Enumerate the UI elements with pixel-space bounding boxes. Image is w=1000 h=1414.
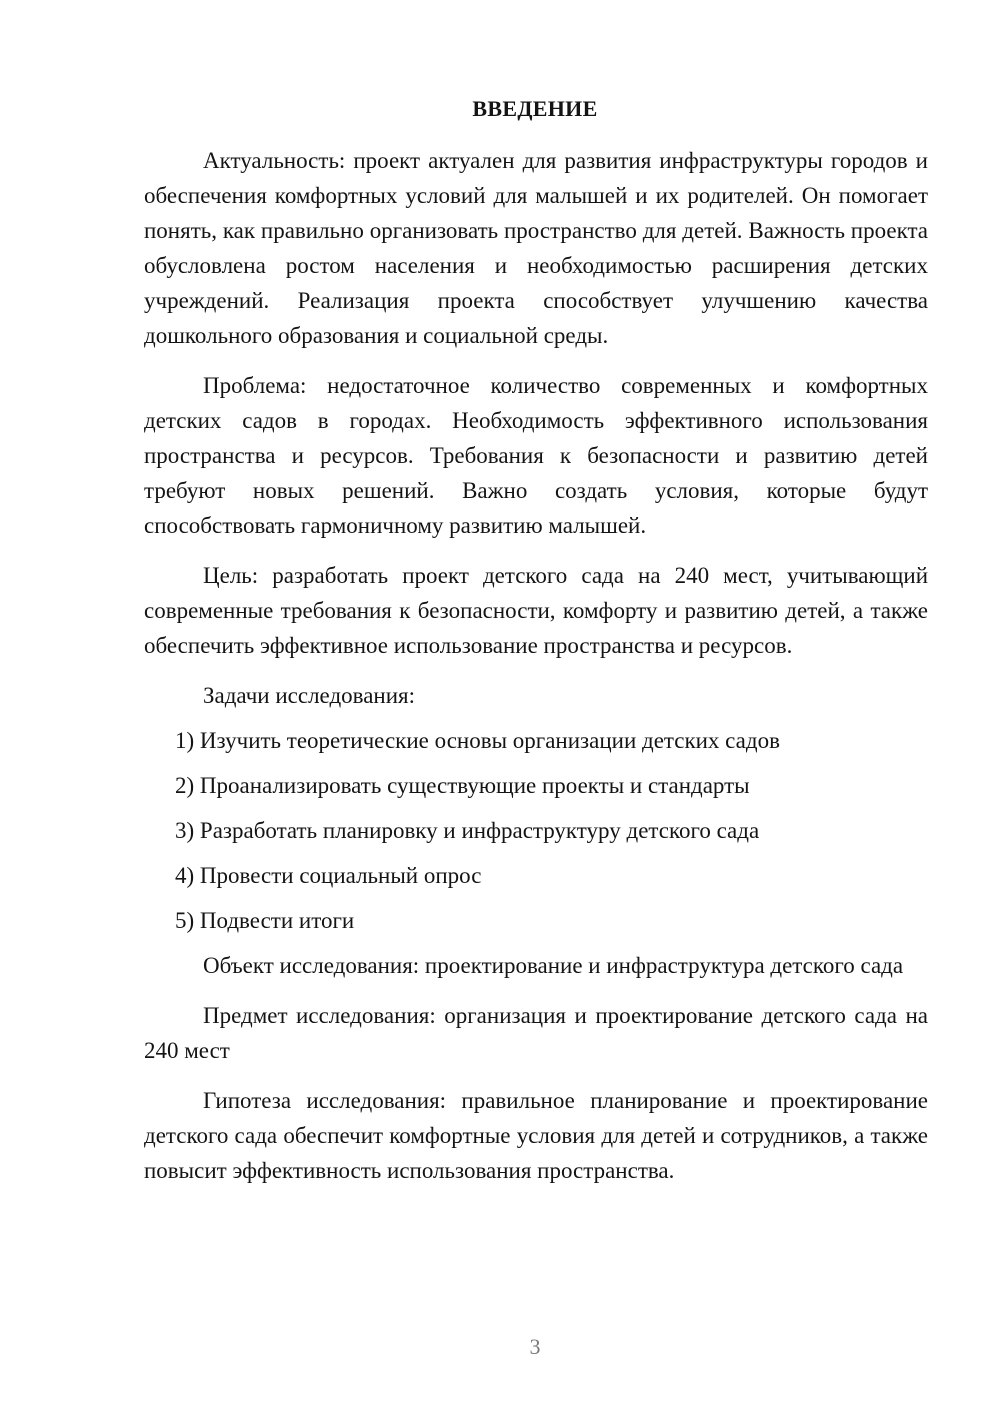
page-title: ВВЕДЕНИЕ	[472, 96, 598, 121]
page-number: 3	[529, 1334, 541, 1359]
problem-paragraph: Проблема: недостаточное количество современных и комфортных детских садов в городах. Необходимость эффективного использования пространства и ресурсов. Требования к безопасности и развитию детей требуют новых решений. Важно создать условия, которые будут способствовать гармоничному развитию малышей.	[144, 373, 928, 538]
object-paragraph: Объект исследования: проектирование и инфраструктура детского сада	[203, 953, 904, 978]
tasks-label: Задачи исследования:	[203, 683, 416, 708]
task-item: 5) Подвести итоги	[175, 908, 355, 933]
task-item: 3) Разработать планировку и инфраструктуру детского сада	[175, 818, 760, 843]
task-item: 4) Провести социальный опрос	[175, 863, 482, 888]
hypothesis-paragraph: Гипотеза исследования: правильное планирование и проектирование детского сада обеспечит комфортные условия для детей и сотрудников, а также повысит эффективность использования пространства.	[144, 1088, 928, 1183]
goal-paragraph: Цель: разработать проект детского сада на 240 мест, учитывающий современные требования к безопасности, комфорту и развитию детей, а также обеспечить эффективное использование пространства и ресурсов.	[144, 563, 928, 658]
document-body	[144, 143, 928, 1203]
task-item: 2) Проанализировать существующие проекты и стандарты	[175, 773, 750, 798]
task-item: 1) Изучить теоретические основы организации детских садов	[175, 728, 780, 753]
relevance-paragraph: Актуальность: проект актуален для развития инфраструктуры городов и обеспечения комфортных условий для малышей и их родителей. Он помогает понять, как правильно организовать пространство для детей. Важность проекта обусловлена ростом населения и необходимостью расширения детских учреждений. Реализация проекта способствует улучшению качества дошкольного образования и социальной среды.	[144, 148, 928, 348]
subject-paragraph: Предмет исследования: организация и проектирование детского сада на 240 мест	[144, 1003, 928, 1063]
